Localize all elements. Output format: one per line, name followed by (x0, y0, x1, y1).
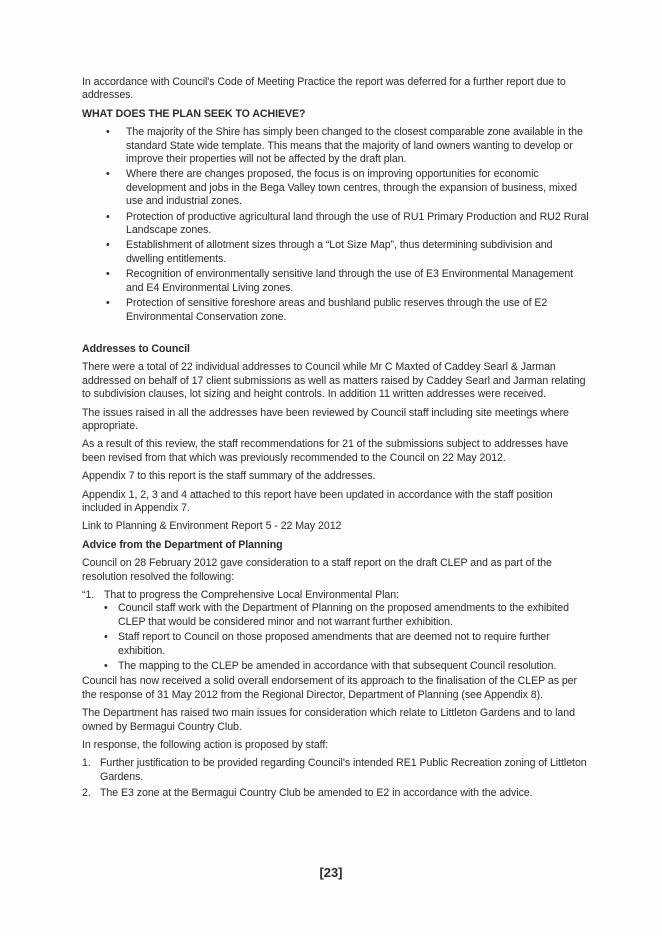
paragraph: Council has now received a solid overall endorsement of its approach to the finalisation of the CLEP as per the response of 31 May 2012 from the Regional Director, Department of Planning (see Appendix 8). (82, 675, 578, 701)
section-heading-addresses: Addresses to Council (82, 342, 190, 355)
section-heading-plan: WHAT DOES THE PLAN SEEK TO ACHIEVE? (82, 107, 306, 120)
section-heading-department: Advice from the Department of Planning (82, 538, 283, 551)
paragraph: Council on 28 February 2012 gave consideration to a staff report on the draft CLEP and as part of the resolution resolved the following: (82, 557, 552, 583)
bullet-icon: • (106, 210, 110, 223)
list-item: • The majority of the Shire has simply been changed to the closest comparable zone available in the standard State wide template. This means that the majority of land owners wanting to develop or improve their properties will not be affected by the draft plan. (106, 126, 583, 166)
resolution-item (82, 589, 592, 602)
list-item: • Protection of productive agricultural land through the use of RU1 Primary Production and RU2 Rural Landscape zones. (106, 210, 589, 237)
bullet-icon: • (106, 126, 110, 139)
paragraph: Appendix 1, 2, 3 and 4 attached to this report have been updated in accordance with the staff position included in Appendix 7. (82, 488, 553, 514)
list-item: • Staff report to Council on those proposed amendments that are deemed not to require further exhibition. (104, 631, 550, 657)
paragraph: The Department has raised two main issues for consideration which relate to Littleton Gardens and to land owned by Bermagui Country Club. (82, 707, 575, 733)
resolution-sub-list (82, 602, 592, 673)
paragraph: Appendix 7 to this report is the staff summary of the addresses. (82, 470, 376, 483)
bullet-icon: • (106, 168, 110, 181)
bullet-icon: • (104, 631, 108, 644)
bullet-icon: • (104, 602, 108, 615)
list-item: 2. The E3 zone at the Bermagui Country Club be amended to E2 in accordance with the advice. (82, 787, 533, 800)
intro-paragraph: In accordance with Council's Code of Meeting Practice the report was deferred for a further report due to addresses. (82, 76, 566, 102)
section-spacer (82, 329, 592, 343)
list-item: • The mapping to the CLEP be amended in accordance with that subsequent Council resolution. (104, 660, 557, 673)
list-item: 1. Further justification to be provided regarding Council's intended RE1 Public Recreation zoning of Littleton Gardens. (82, 757, 587, 783)
list-item: • Protection of sensitive foreshore areas and bushland public reserves through the use of E2 Environmental Conservation zone. (106, 297, 548, 323)
action-number: 2. (82, 787, 91, 800)
bullet-icon: • (106, 268, 110, 281)
paragraph: As a result of this review, the staff recommendations for 21 of the submissions subject to addresses have been revised from that which was previously recommended to the Council on 22 May 2012. (82, 438, 569, 464)
report-link-text: Link to Planning & Environment Report 5 - 22 May 2012 (82, 520, 342, 533)
resolution-number: “1. (82, 589, 95, 601)
bullet-icon: • (104, 660, 108, 673)
action-number: 1. (82, 757, 91, 770)
paragraph: There were a total of 22 individual addresses to Council while Mr C Maxted of Caddey Searl & Jarman addressed on behalf of 17 client submissions as well as matters raised by Caddey Searl and Jarman relating to subdivision clauses, lot sizing and height controls. In addition 11 written addresses were received. (82, 361, 586, 401)
resolution-text: That to progress the Comprehensive Local Environmental Plan: (104, 589, 399, 601)
bullet-icon: • (106, 297, 110, 310)
paragraph: In response, the following action is proposed by staff: (82, 739, 329, 752)
list-item: • Establishment of allotment sizes through a “Lot Size Map”, thus determining subdivision and dwelling entitlements. (106, 239, 553, 265)
resolution-quote (82, 589, 592, 673)
bullet-icon: • (106, 239, 110, 252)
list-item: • Where there are changes proposed, the focus is on improving opportunities for economic development and jobs in the Bega Valley town centres, through the expansion of business, mixed use and industrial zones. (106, 168, 577, 208)
paragraph: The issues raised in all the addresses have been reviewed by Council staff including site meetings where appropriate. (82, 406, 569, 432)
action-list (82, 757, 592, 800)
list-item: • Council staff work with the Department of Planning on the proposed amendments to the exhibited CLEP that would be considered minor and not warrant further exhibition. (104, 602, 569, 628)
page-number: [23] (319, 865, 343, 880)
list-item: • Recognition of environmentally sensitive land through the use of E3 Environmental Management and E4 Environmental Living zones. (106, 268, 574, 294)
plan-bullet-list (82, 126, 592, 324)
